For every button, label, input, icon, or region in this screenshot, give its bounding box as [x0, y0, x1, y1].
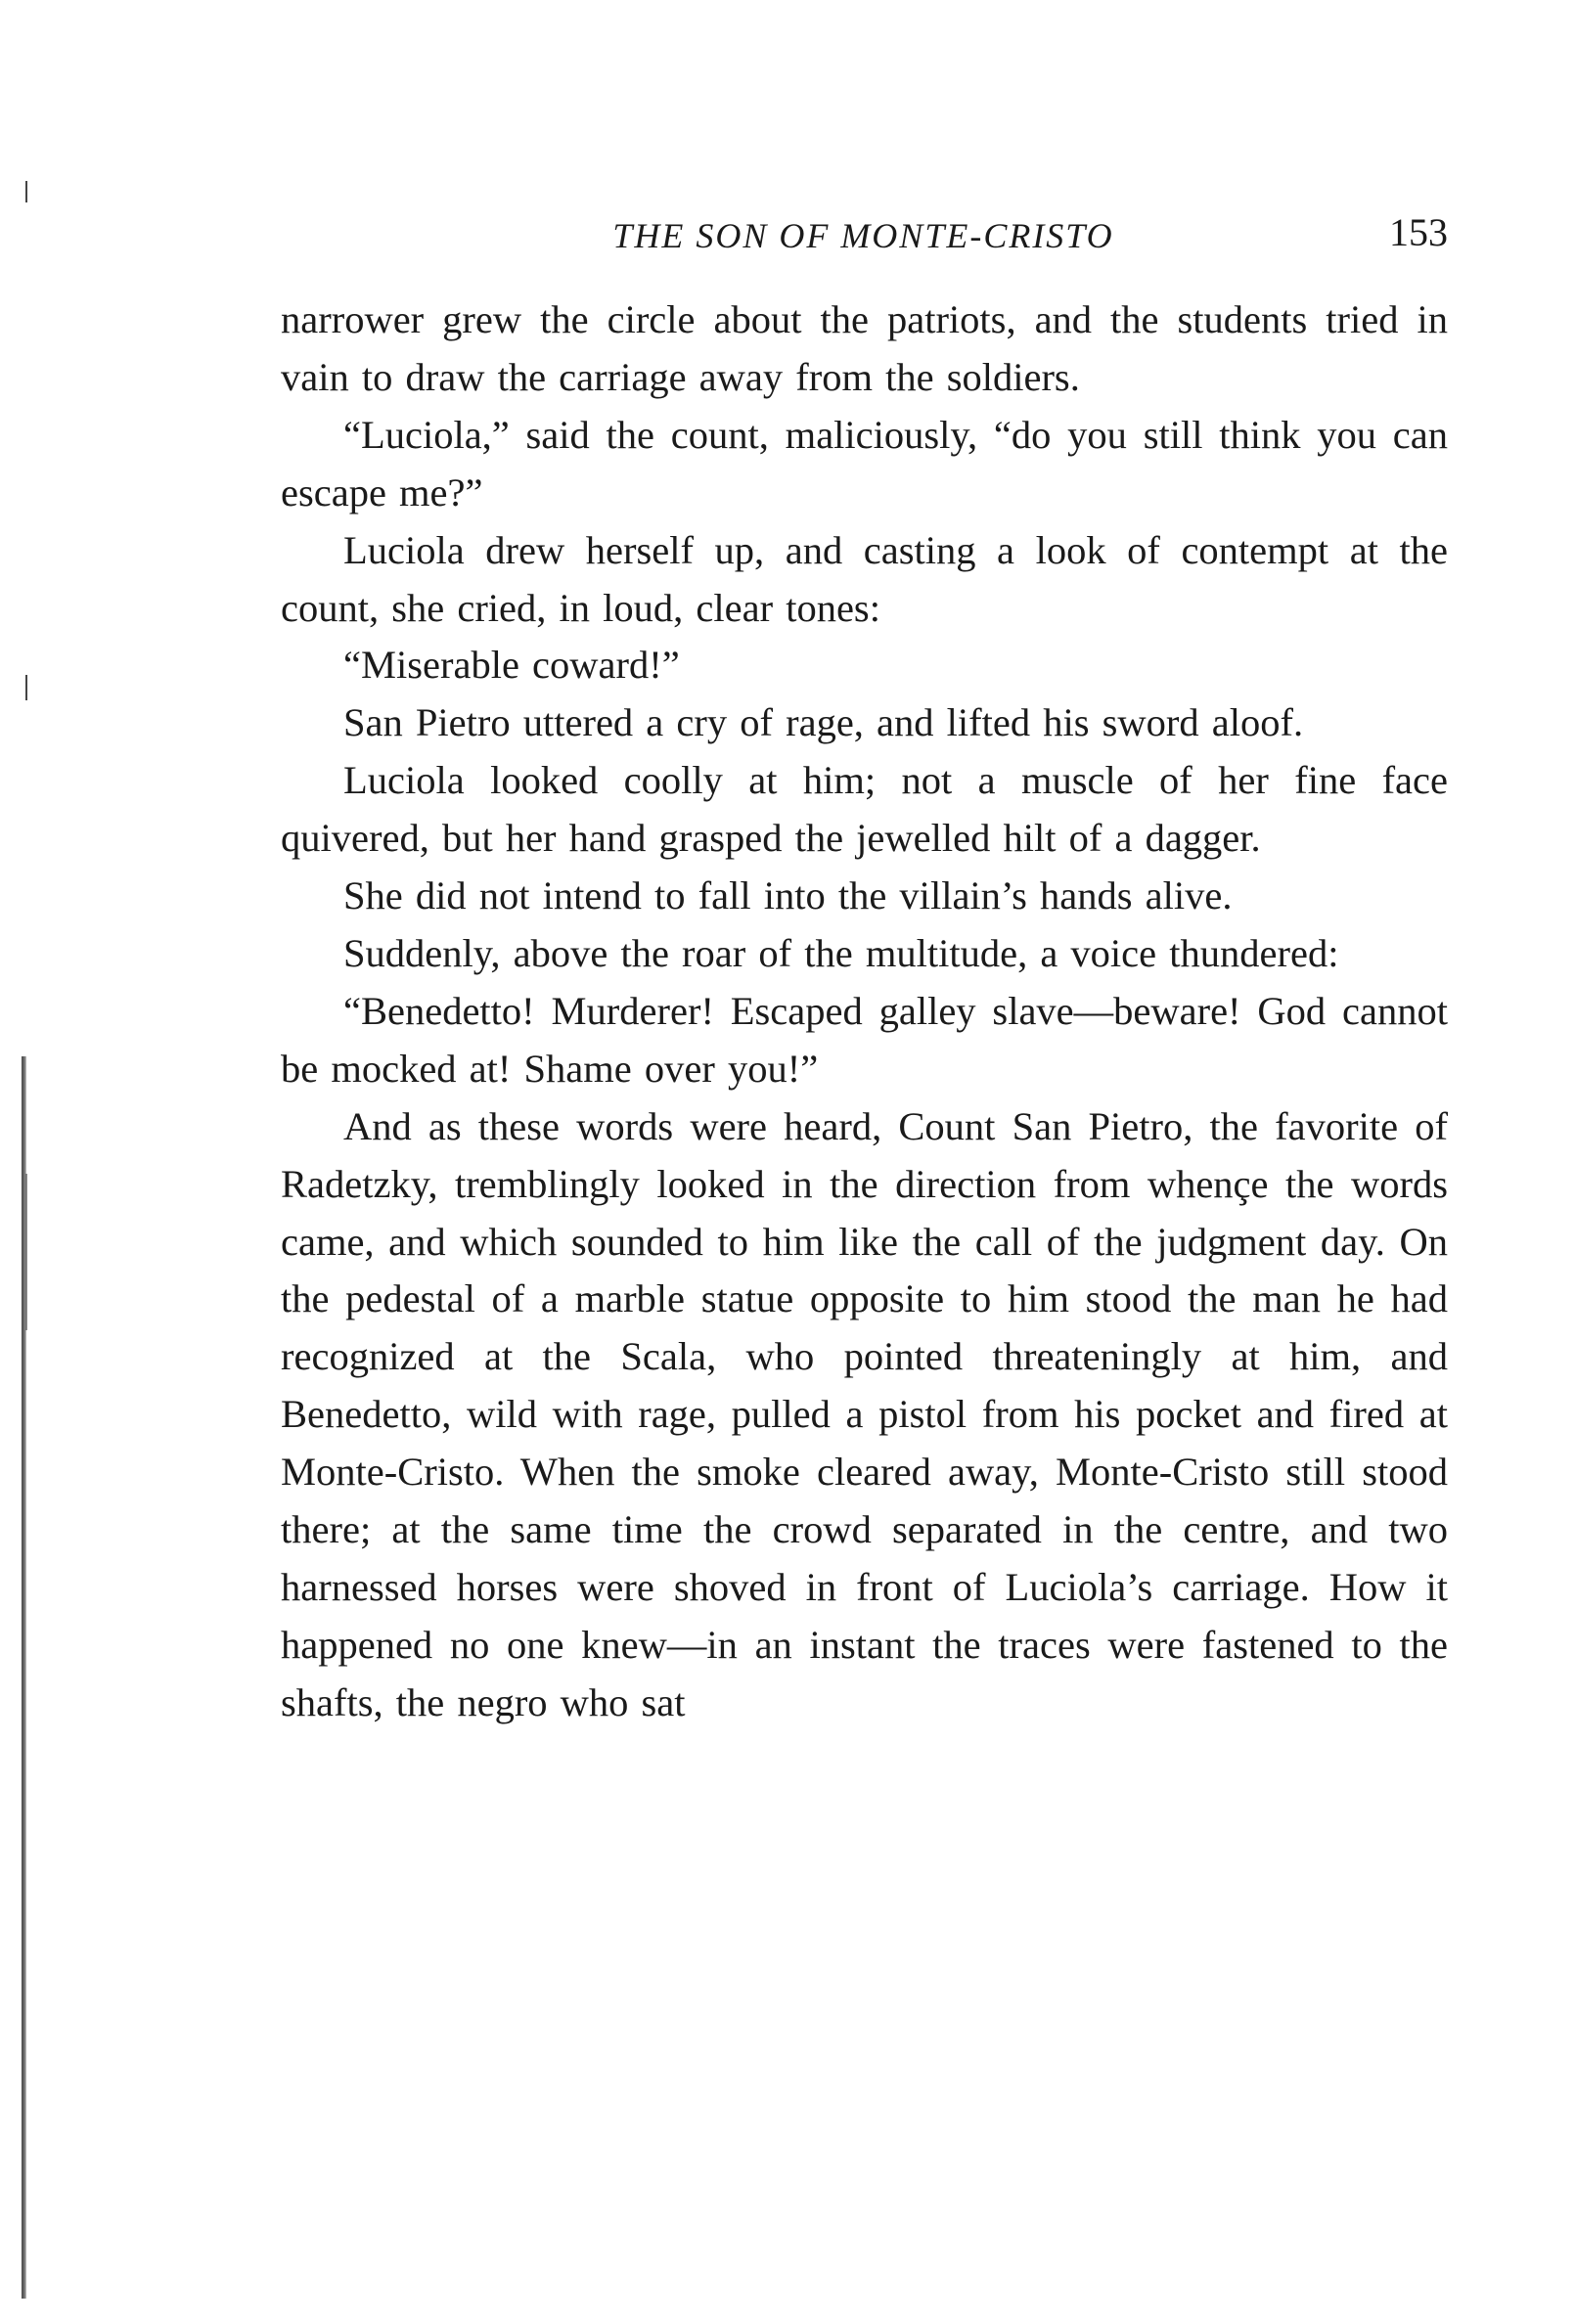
paragraph: “Luciola,” said the count, maliciously, “do you still think you can escape me?”: [281, 412, 1448, 514]
binding-mark: [25, 181, 27, 202]
paragraph: Luciola drew herself up, and casting a look of contempt at the count, she cried, in loud, clear tones:: [281, 527, 1448, 630]
page-header: [279, 205, 1448, 264]
paragraph: “Benedetto! Murderer! Escaped galley slave—beware! God cannot be mocked at! Shame over you!”: [281, 988, 1448, 1091]
binding-mark: [25, 1174, 27, 1330]
paragraph: San Pietro uttered a cry of rage, and lifted his sword aloof.: [343, 700, 1304, 745]
paragraph: And as these words were heard, Count San Pietro, the favorite of Radetzky, tremblingly looked in the direction from whençe the words came, and which sounded to him like the call of the judgment day. On the pedestal of a marble statue opposite to him stood the man he had recognized at the Scala, who pointed threateningly at him, and Benedetto, wild with rage, pulled a pistol from his pocket and fired at Monte-Cristo. When the smoke cleared away, Monte-Cristo still stood there; at the same time the crowd separated in the centre, and two harnessed horses were shoved in front of Luciola’s carriage. How it happened no one knew—in an instant the traces were fastened to the shafts, the negro who sat: [281, 1103, 1448, 1724]
paragraph: “Miserable coward!”: [343, 643, 680, 688]
binding-mark: [25, 675, 27, 700]
running-title: THE SON OF MONTE-CRISTO: [612, 216, 1114, 255]
paragraph: Suddenly, above the roar of the multitude, a voice thundered:: [343, 930, 1339, 975]
paragraph: narrower grew the circle about the patriots, and the students tried in vain to draw the carriage away from the soldiers.: [281, 297, 1448, 399]
paragraph: She did not intend to fall into the villain’s hands alive.: [343, 873, 1233, 918]
page-body: [281, 291, 1448, 1732]
page-number: 153: [1389, 210, 1448, 254]
paragraph: Luciola looked coolly at him; not a muscle of her fine face quivered, but her hand grasped the jewelled hilt of a dagger.: [281, 758, 1448, 861]
